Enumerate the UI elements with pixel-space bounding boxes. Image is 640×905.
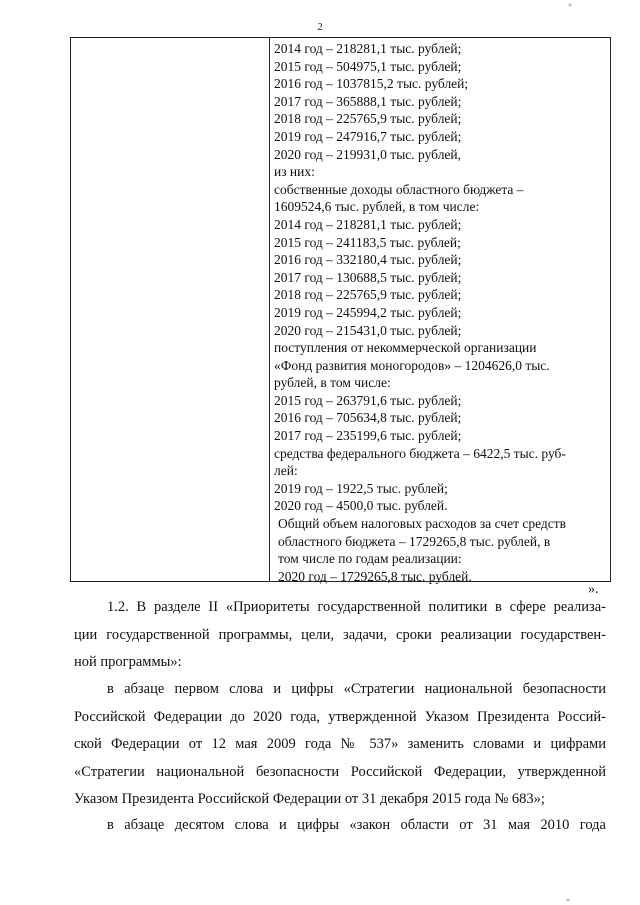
paragraph-line: ской Федерации от 12 мая 2009 года № 537» заменить словами и цифрами [74, 736, 606, 752]
paragraph-line: в абзаце первом слова и цифры «Стратегии национальной безопасности [107, 681, 606, 697]
table-line: рублей, в том числе: [274, 375, 391, 391]
table-left-cell [71, 38, 270, 581]
table-line: 2018 год – 225765,9 тыс. рублей; [274, 287, 462, 303]
table-line: из них: [274, 164, 315, 180]
table-line: 2014 год – 218281,1 тыс. рублей; [274, 41, 462, 56]
paragraph-section-ii [74, 594, 606, 677]
table-line: 2020 год – 219931,0 тыс. рублей, [274, 146, 462, 162]
table-line: 2017 год – 365888,1 тыс. рублей; [274, 93, 462, 109]
paragraph-first-abzac [74, 676, 606, 814]
paragraph-line: ной программы»: [74, 654, 182, 670]
table-line: поступления от некоммерческой организации [274, 340, 537, 356]
table-line: 2015 год – 504975,1 тыс. рублей; [274, 58, 462, 74]
table-line: 2020 год – 4500,0 тыс. рублей. [274, 498, 448, 514]
paragraph-line: ции государственной программы, цели, задачи, сроки реализации государствен- [74, 626, 606, 643]
table-line: лей: [274, 463, 298, 479]
table-line: Общий объем налоговых расходов за счет средств [278, 516, 567, 532]
table-line: 2016 год – 332180,4 тыс. рублей; [274, 252, 462, 268]
table-right-cell [274, 40, 609, 585]
paragraph-tenth-abzac [74, 812, 606, 840]
table-line: 2019 год – 1922,5 тыс. рублей; [274, 480, 448, 496]
table-line: 2016 год – 705634,8 тыс. рублей; [274, 410, 462, 426]
table-line: 2015 год – 263791,6 тыс. рублей; [274, 392, 462, 408]
table-line: 2015 год – 241183,5 тыс. рублей; [274, 234, 461, 250]
table-line: 2017 год – 130688,5 тыс. рублей; [274, 269, 462, 285]
scan-mark-top: « [568, 0, 572, 9]
table-line: 2020 год – 1729265,8 тыс. рублей. [278, 568, 472, 584]
table-line: 2020 год – 215431,0 тыс. рублей; [274, 322, 462, 338]
table-line: 2016 год – 1037815,2 тыс. рублей; [274, 76, 469, 92]
table-line: 1609524,6 тыс. рублей, в том числе: [274, 199, 480, 215]
table-line: 2014 год – 218281,1 тыс. рублей; [274, 216, 462, 232]
table-line: 2018 год – 225765,9 тыс. рублей; [274, 111, 462, 127]
table-line: том числе по годам реализации: [278, 551, 462, 567]
table-line: 2017 год – 235199,6 тыс. рублей; [274, 428, 462, 444]
table-line: 2019 год – 247916,7 тыс. рублей; [274, 128, 462, 144]
table-line: средства федерального бюджета – 6422,5 тыс. руб- [274, 445, 566, 461]
paragraph-line: в абзаце десятом слова и цифры «закон области от 31 мая 2010 года [107, 817, 606, 833]
scan-mark-bottom: « [566, 895, 570, 904]
paragraph-line: 1.2. В разделе II «Приоритеты государственной политики в сфере реализа- [107, 599, 606, 615]
paragraph-line: «Стратегии национальной безопасности Российской Федерации, утвержденной [74, 763, 606, 780]
closing-quote: ». [588, 582, 599, 597]
table-line: 2019 год – 245994,2 тыс. рублей; [274, 304, 462, 320]
page-number: 2 [317, 21, 323, 33]
table-line: областного бюджета – 1729265,8 тыс. рублей, в [278, 533, 551, 549]
table-line: собственные доходы областного бюджета – [274, 181, 524, 197]
paragraph-line: Указом Президента Российской Федерации от 31 декабря 2015 года № 683»; [74, 791, 545, 807]
funding-table [70, 37, 611, 582]
table-line: «Фонд развития моногородов» – 1204626,0 тыс. [274, 357, 550, 373]
paragraph-line: Российской Федерации до 2020 года, утвержденной Указом Президента Россий- [74, 708, 606, 725]
